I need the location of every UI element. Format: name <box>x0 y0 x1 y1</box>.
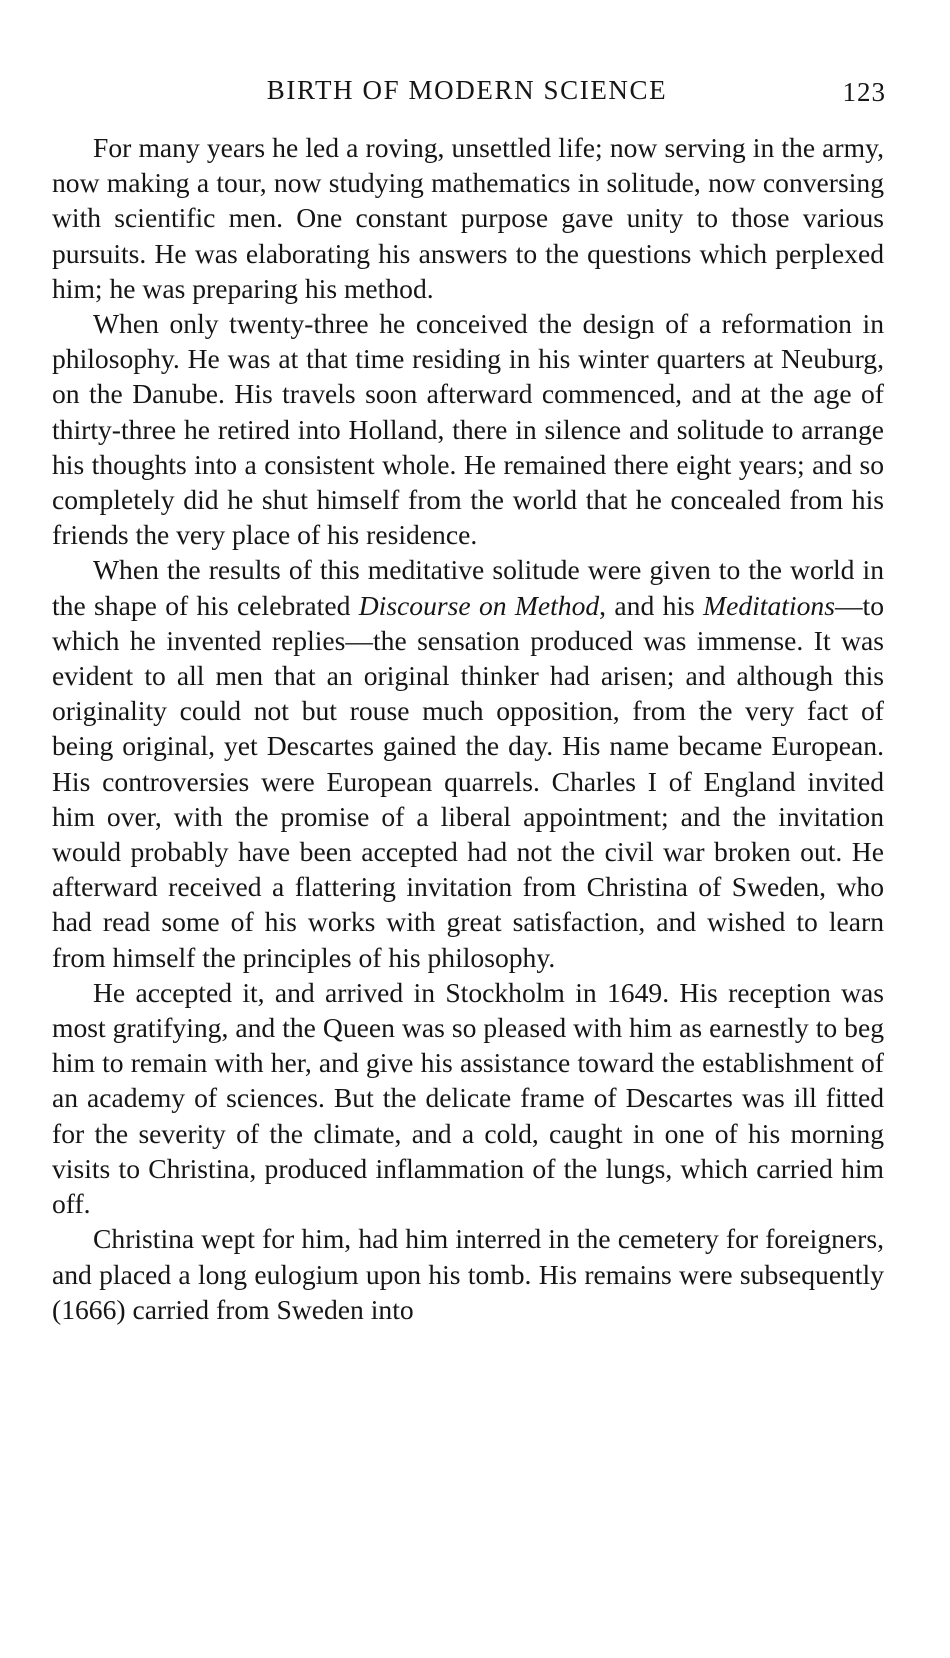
page-number: 123 <box>842 77 886 107</box>
discourse-on-method-title: Discourse on Method <box>358 589 600 621</box>
paragraph-text: When only twenty-three he conceived the design of a reformation in philosophy. He was at that time residing in his winter quarters at Neuburg, on the Danube. His travels soon afterward commenced, and at the age of thirty-three he retired into Holland, there in silence and solitude to arrange his thoughts into a consistent whole. He remained there eight years; and so completely did he shut himself from the world that he concealed from his friends the very place of his residence. <box>52 308 884 551</box>
paragraph-text: When the results of this meditative solitude were given to the world in the shape of his celebrated <box>52 554 884 621</box>
paragraph-text: He accepted it, and arrived in Stockholm in 1649. His reception was most gratifying, and the Queen was so pleased with him as earnestly to beg him to remain with her, and give his assistance toward the establishment of an academy of sciences. But the delicate frame of Descartes was ill fitted for the severity of the climate, and a cold, caught in one of his morning visits to Christina, produced inflammation of the lungs, which carried him off. <box>52 976 884 1220</box>
paragraph-reformation <box>52 306 884 552</box>
paragraph-text: —to which he invented replies—the sensation produced was immense. It was evident to all men that an original thinker had arisen; and although this originality could not but rouse much opposition, from the very fact of being original, yet Descartes gained the day. His name became European. His controversies were European quarrels. Charles I of England invited him over, with the promise of a liberal appointment; and the invitation would probably have been accepted had not the civil war broken out. He afterward received a flattering invitation from Christina of Sweden, who had read some of his works with great satisfaction, and wished to learn from himself the principles of his philosophy. <box>52 589 884 973</box>
running-title: BIRTH OF MODERN SCIENCE <box>266 75 668 105</box>
running-head <box>52 70 886 110</box>
paragraph-discourse <box>52 552 884 974</box>
paragraph-roving-life <box>52 130 884 306</box>
paragraph-text: , and his <box>599 589 704 621</box>
meditations-title: Meditations <box>703 589 835 621</box>
paragraph-stockholm <box>52 975 884 1221</box>
body-text <box>52 130 884 1327</box>
paragraph-text: For many years he led a roving, unsettled life; now serving in the army, now making a tour, now studying mathematics in solitude, now conversing with scientific men. One constant purpose gave unity to those various pursuits. He was elaborating his answers to the questions which perplexed him; he was preparing his method. <box>52 132 884 304</box>
paragraph-text: Christina wept for him, had him interred in the cemetery for foreigners, and placed a long eulogium upon his tomb. His remains were subsequently (1666) carried from Sweden into <box>52 1223 884 1325</box>
paragraph-christina <box>52 1221 884 1327</box>
